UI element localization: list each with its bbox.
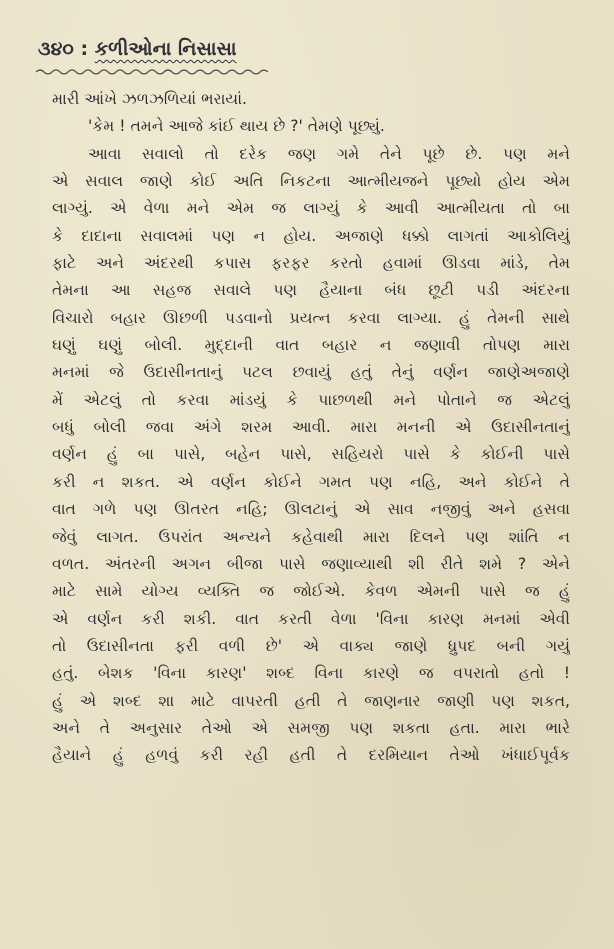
text-line-5: લાગ્યું. એ વેળા મને એમ જ લાગ્યું કે આવી આત્મીયતા તો બા	[52, 199, 570, 218]
page-number: ૩૪૦	[38, 38, 74, 60]
page-body-text	[52, 86, 570, 770]
text-line-16: વાત ગળે પણ ઊતરત નહિ; ઊલટાનું એ સાવ નજીવું અને હસવા	[52, 500, 570, 519]
text-line-17: જેવું લાગત. ઉપરાંત અન્યને કહેવાથી મારા દિલને પણ શાંતિ ન	[52, 527, 570, 546]
header-underline-ornament	[36, 67, 268, 77]
text-line-2: 'કેમ ! તમને આજે કાંઈ થાય છે ?' તેમણે પૂછ્યું.	[88, 117, 385, 136]
text-line-10: ઘણું ઘણું બોલી. મુદ્દાની વાત બહાર ન જણાવી તોપણ મારા	[52, 336, 570, 355]
text-line-19: માટે સામે યોગ્ય વ્યક્તિ જ જોઈએ. કેવળ એમની પાસે જ હું	[52, 582, 570, 601]
text-line-20: એ વર્ણન કરી શકી. વાત કરતી વેળા 'વિના કારણ મનમાં એવી	[52, 609, 570, 628]
text-line-7: ફાટે અને અંદરથી કપાસ ફરફર કરતો હવામાં ઊડવા માંડે, તેમ	[52, 254, 570, 273]
text-line-13: બધું બોલી જવા અંગે શરમ આવી. મારા મનની એ ઉદાસીનતાનું	[52, 418, 570, 437]
text-line-21: તો ઉદાસીનતા ફરી વળી છે' એ વાક્ય જાણે ધ્રુપદ બની ગયું	[52, 636, 570, 655]
text-line-1: મારી આંખે ઝળઝળિયાં ભરાયાં.	[52, 90, 247, 108]
text-line-3: આવા સવાલો તો દરેક જણ ગમે તેને પૂછે છે. પણ મને	[88, 144, 570, 163]
text-line-24: અને તે અનુસાર તેઓ એ સમજી પણ શકતા હતા. મારા ભારે	[52, 718, 570, 737]
text-line-14: વર્ણન હું બા પાસે, બહેન પાસે, સહિયરો પાસે કે કોઈની પાસે	[52, 445, 570, 464]
text-line-11: મનમાં જે ઉદાસીનતાનું પટલ છવાયું હતું તેનું વર્ણન જાણેઅજાણે	[52, 363, 570, 382]
text-line-23: હું એ શબ્દ શા માટે વાપરતી હતી તે જાણનાર જાણી પણ શકત,	[52, 691, 570, 710]
text-line-18: વળત. અંતરની અગન બીજા પાસે જણાવ્યાથી શી રીતે શમે ? એને	[52, 554, 570, 573]
text-line-15: કરી ન શકત. એ વર્ણન કોઈને ગમત પણ નહિ, અને કોઈને તે	[52, 472, 570, 491]
page-header	[38, 38, 237, 60]
text-line-8: તેમના આ સહજ સવાલે પણ હૈયાના બંધ છૂટી પડી અંદરના	[52, 281, 570, 300]
text-line-4: એ સવાલ જાણે કોઈ અતિ નિકટના આત્મીયજને પૂછ્યો હોય એમ	[52, 172, 570, 191]
book-title: કળીઓના નિસાસા	[94, 38, 237, 60]
header-separator: :	[80, 38, 89, 60]
text-line-9: વિચારો બહાર ઊછળી પડવાનો પ્રયત્ન કરવા લાગ્યા. હું તેમની સાથે	[52, 308, 570, 327]
text-line-25: હૈયાને હું હળવું કરી રહી હતી તે દરમિયાન તેઓ ખંધાઈપૂર્વક	[52, 746, 570, 765]
text-line-6: કે દાદાના સવાલમાં પણ ન હોય. અજાણે ધક્કો લાગતાં આકોલિયું	[52, 226, 570, 245]
text-line-22: હતું. બેશક 'વિના કારણ' શબ્દ વિના કારણે જ વપરાતો હતો !	[52, 664, 570, 683]
text-line-12: મેં એટલું તો કરવા માંડયું કે પાછળથી મને પોતાને જ એટલું	[52, 390, 570, 409]
